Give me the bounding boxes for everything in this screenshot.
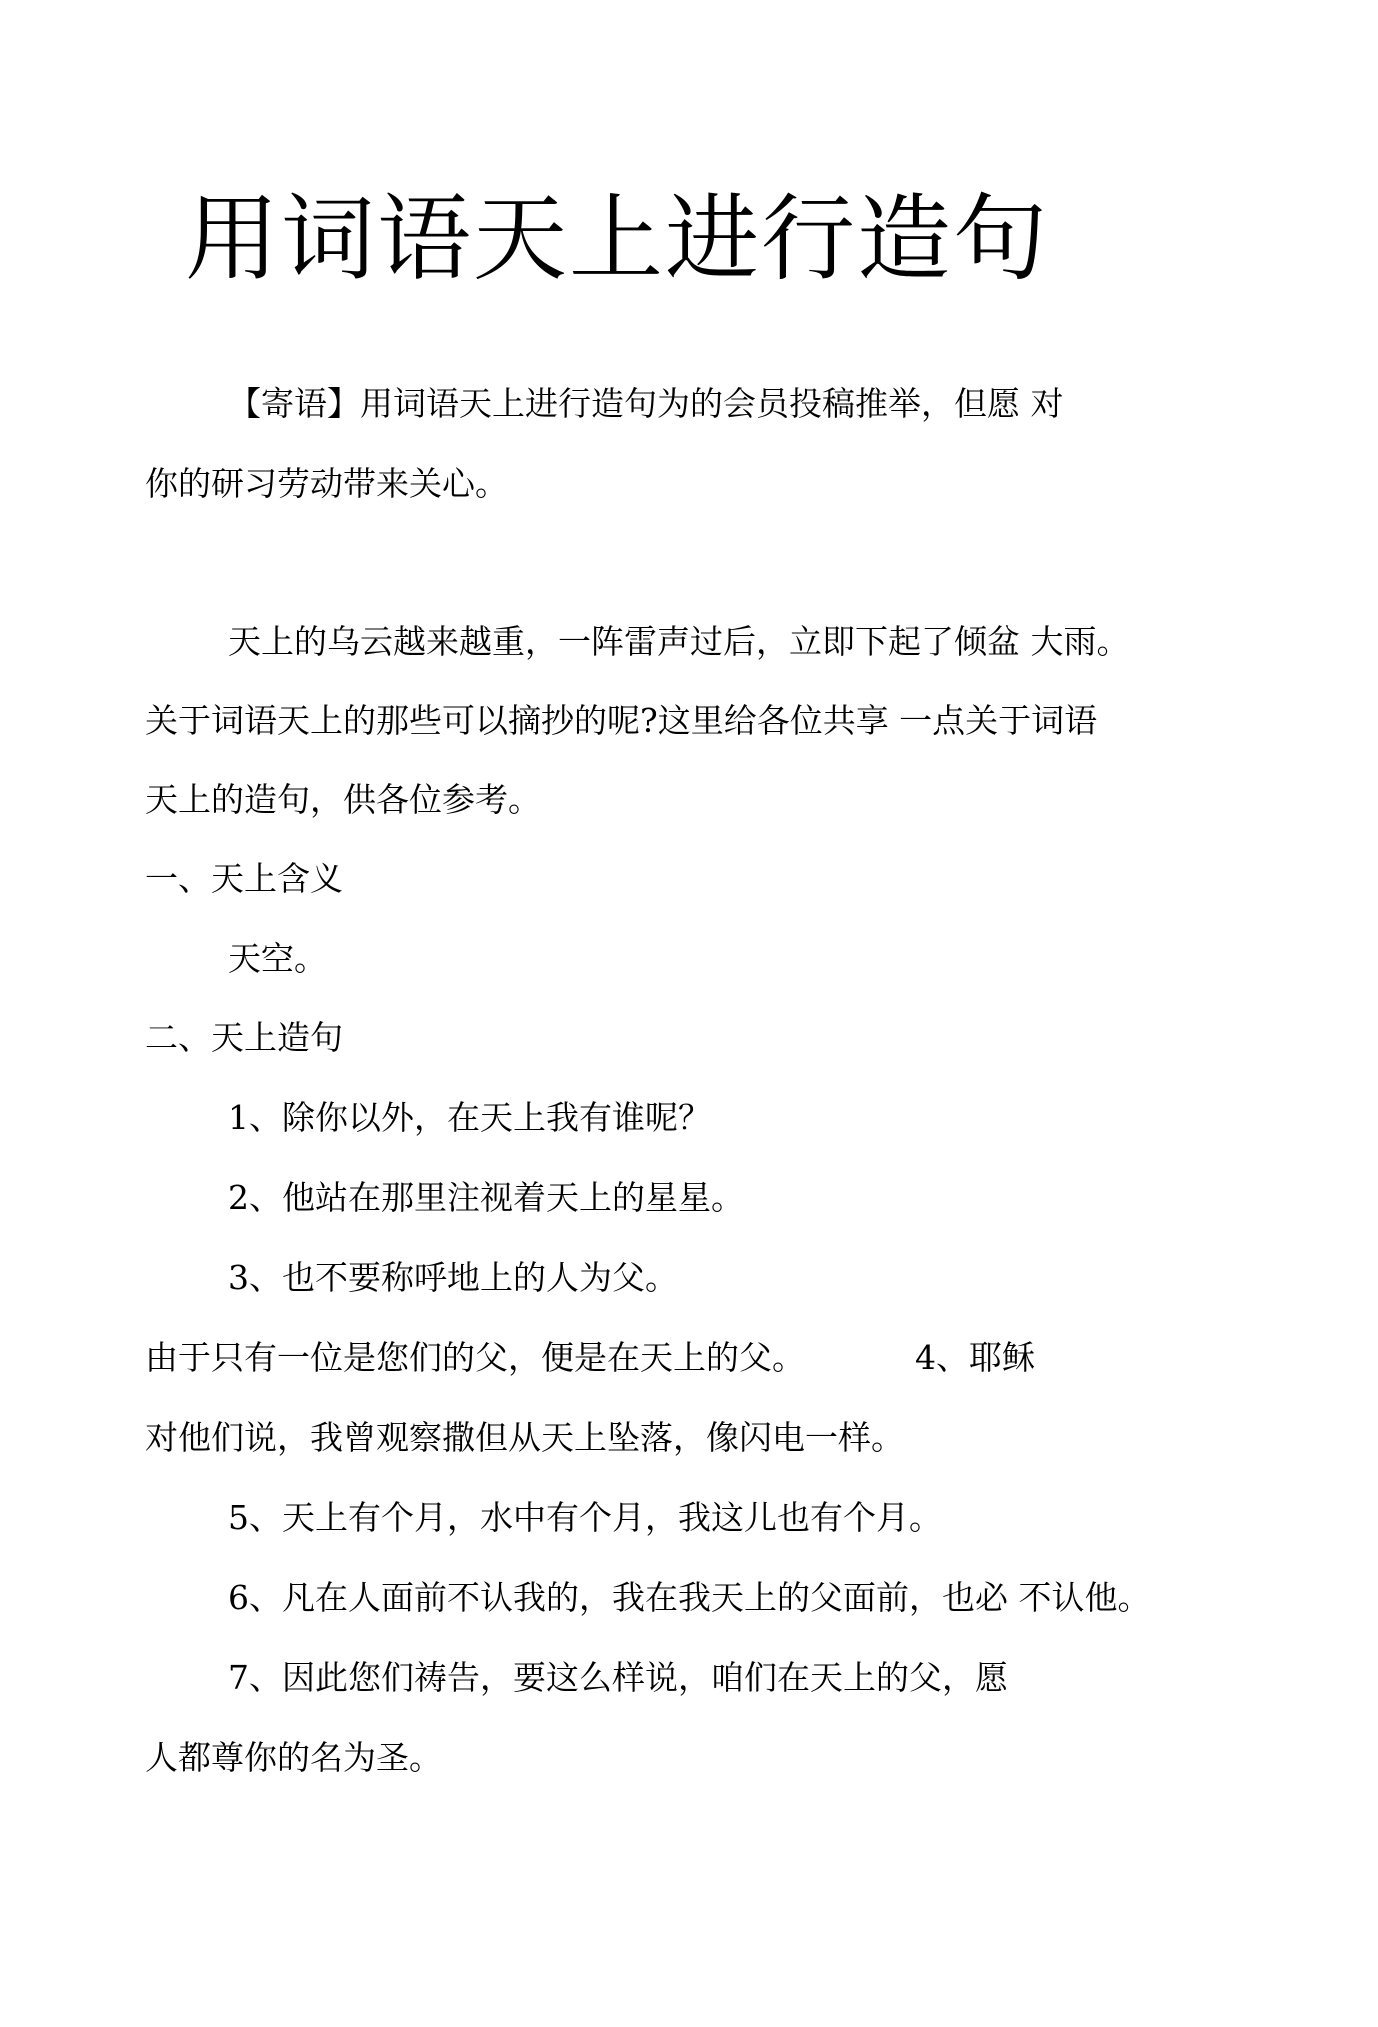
sentence-3-line-1: 3、也不要称呼地上的人为父。 [228, 1258, 678, 1297]
sentence-2: 2、他站在那里注视着天上的星星。 [228, 1178, 744, 1217]
intro-line-2: 你的研习劳动带来关心。 [145, 464, 508, 503]
section-1-body: 天空。 [228, 939, 327, 978]
intro-line-1: 【寄语】用词语天上进行造句为的会员投稿推举，但愿 对 [228, 384, 1064, 423]
sentence-7-line-1: 7、因此您们祷告，要这么样说，咱们在天上的父，愿 [228, 1658, 1008, 1697]
section-2-heading: 二、天上造句 [145, 1018, 343, 1057]
sentence-4-line-1: 4、耶稣 [915, 1338, 1035, 1377]
paragraph-line-3: 天上的造句，供各位参考。 [145, 780, 541, 819]
sentence-5: 5、天上有个月，水中有个月，我这儿也有个月。 [228, 1498, 942, 1537]
paragraph-line-2: 关于词语天上的那些可以摘抄的呢?这里给各位共享 一点关于词语 [145, 701, 1098, 740]
sentence-7-line-2: 人都尊你的名为圣。 [145, 1738, 442, 1777]
document-title: 用词语天上进行造句 [185, 185, 1050, 294]
paragraph-line-1: 天上的乌云越来越重，一阵雷声过后，立即下起了倾盆 大雨。 [228, 622, 1130, 661]
sentence-3-line-2-row [145, 1336, 1035, 1380]
sentence-3-line-2: 由于只有一位是您们的父，便是在天上的父。 [145, 1338, 805, 1377]
sentence-1: 1、除你以外，在天上我有谁呢？ [228, 1098, 711, 1137]
sentence-4-line-2: 对他们说，我曾观察撒但从天上坠落，像闪电一样。 [145, 1418, 904, 1457]
section-1-heading: 一、天上含义 [145, 859, 343, 898]
sentence-6: 6、凡在人面前不认我的，我在我天上的父面前，也必 不认他。 [228, 1578, 1151, 1617]
